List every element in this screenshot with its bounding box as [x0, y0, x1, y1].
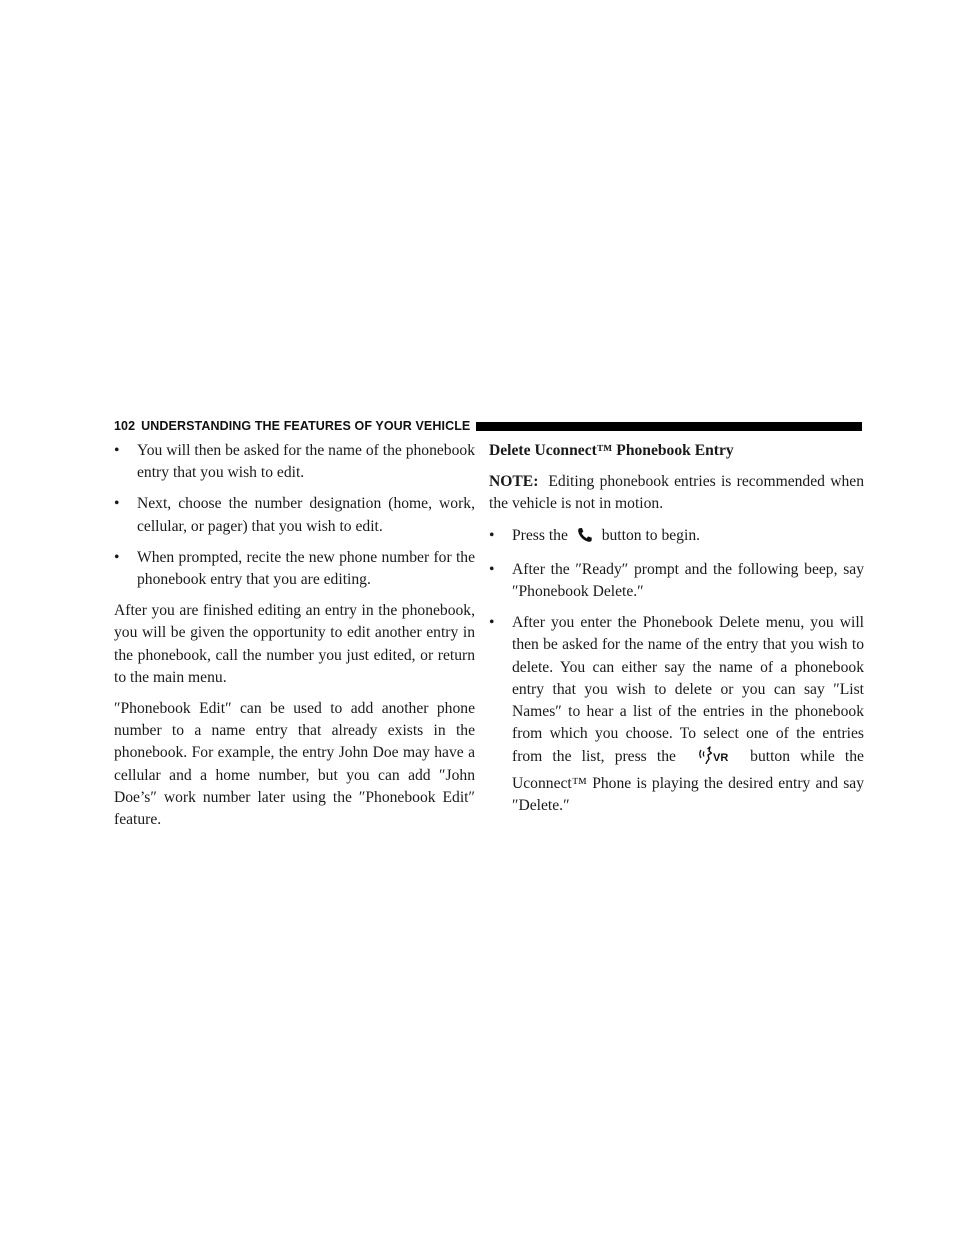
list-item-text: Press the — [512, 526, 568, 544]
page-header — [114, 418, 862, 434]
bullet-icon: • — [114, 548, 120, 566]
list-item-text: button to begin. — [601, 526, 701, 544]
paragraph: After you are finished editing an entry in the phonebook, you will be given the opportunity to edit another entry in the phonebook, call the number you just edited, or return to the main menu. — [114, 602, 475, 686]
list-item-text: When prompted, recite the new phone number for the phonebook entry that you are editing. — [137, 548, 475, 589]
bullet-icon: • — [489, 526, 495, 544]
list-item-text: You will then be asked for the name of the phonebook entry that you wish to edit. — [137, 442, 475, 482]
note-label: NOTE: — [489, 473, 539, 491]
list-item — [114, 440, 475, 484]
list-item — [114, 493, 475, 537]
list-item-text: button while the Uconnect™ Phone is playing the desired entry and say ″Delete.″ — [512, 748, 864, 814]
list-item — [489, 612, 864, 817]
section-heading: Delete Uconnect™ Phonebook Entry — [489, 442, 734, 459]
list-item — [489, 559, 864, 603]
page-number: 102 — [114, 419, 136, 433]
list-item-text: Next, choose the number designation (home, work, cellular, or pager) that you wish to edit. — [137, 495, 475, 535]
left-column — [114, 440, 475, 840]
list-item-text: After you enter the Phonebook Delete menu, you will then be asked for the name of the entry that you wish to delete. You can either say the name of a phonebook entry that you wish to delete or you can say ″List Names″ to hear a list of the entries in the phonebook from which you choose. To select one of the entries from the list, press the — [512, 614, 864, 766]
header-rule — [476, 422, 862, 431]
note-paragraph — [489, 471, 864, 515]
bullet-icon: • — [114, 442, 120, 459]
right-column — [489, 440, 864, 826]
list-item-text: After the ″Ready″ prompt and the following beep, say ″Phonebook Delete.″ — [512, 560, 864, 601]
paragraph: ″Phonebook Edit″ can be used to add another phone number to a name entry that already exists in the phonebook. For example, the entry John Doe may have a cellular and a home number, but you can add ″John Doe’s″ work number later using the ″Phonebook Edit″ feature. — [114, 700, 475, 829]
note-text: Editing phonebook entries is recommended when the vehicle is not in motion. — [489, 473, 864, 513]
list-item — [114, 547, 475, 591]
list-item — [489, 525, 864, 550]
section-title: UNDERSTANDING THE FEATURES OF YOUR VEHICLE — [141, 419, 471, 433]
bullet-icon: • — [114, 495, 120, 513]
bullet-icon: • — [489, 614, 495, 632]
phone-icon — [576, 527, 594, 550]
bullet-icon: • — [489, 560, 495, 578]
voice-recognition-icon — [698, 745, 738, 772]
vr-icon-label: VR — [713, 752, 729, 765]
